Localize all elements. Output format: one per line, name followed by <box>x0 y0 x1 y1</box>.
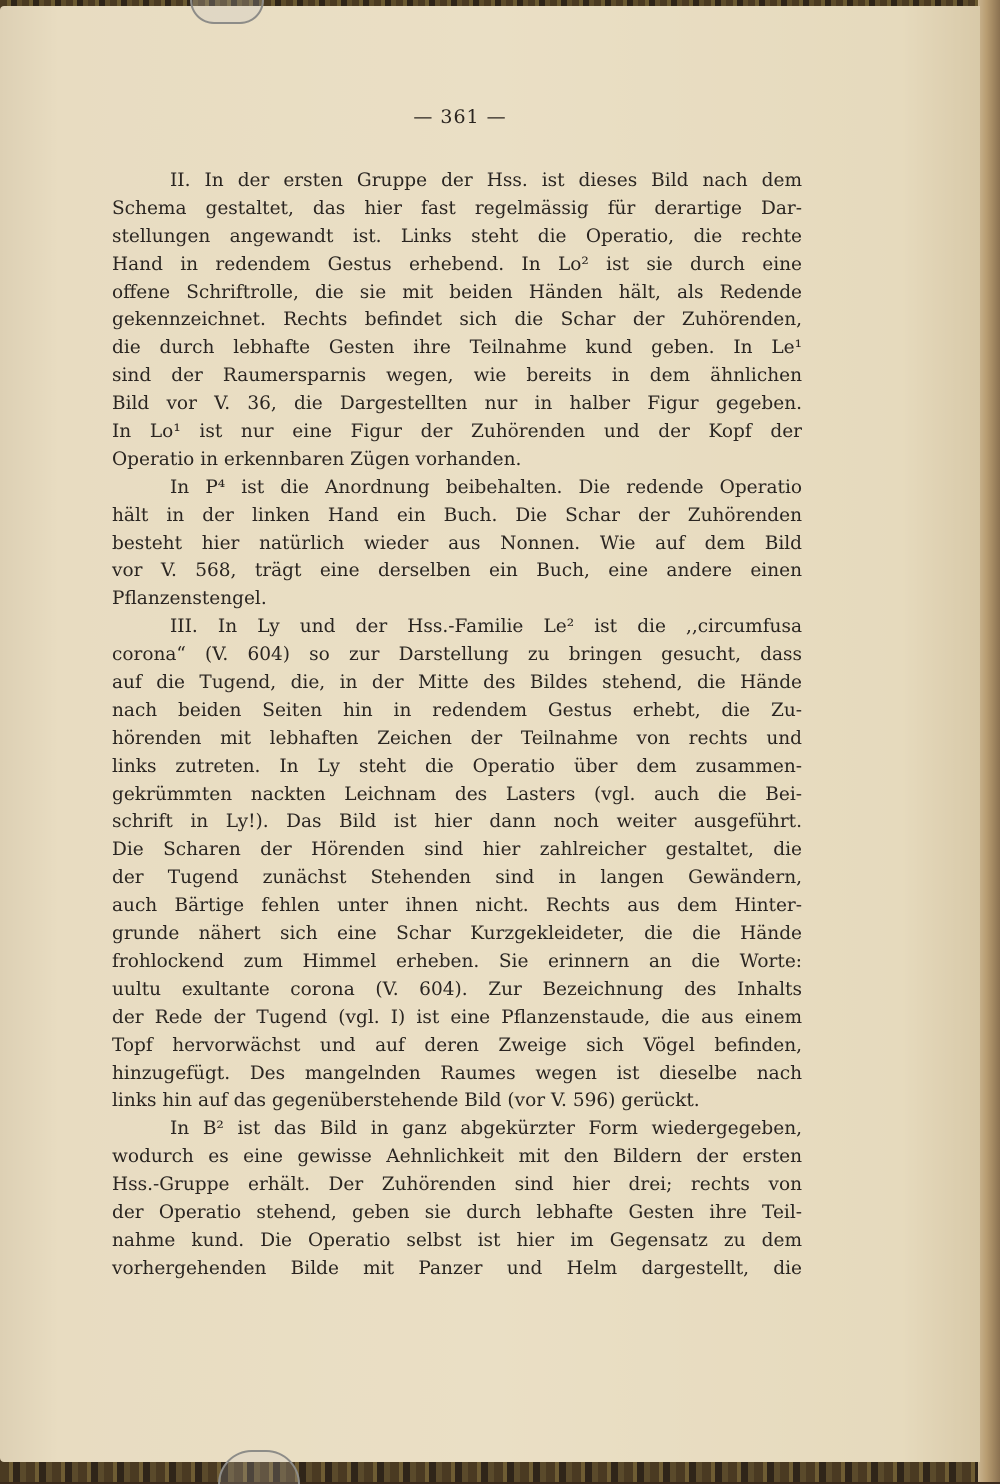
text-line: vorhergehenden Bilde mit Panzer und Helm dargestellt, die <box>112 1257 802 1279</box>
text-line: links zutreten. In Ly steht die Operatio über dem zusammen- <box>112 755 802 777</box>
text-line: nach beiden Seiten hin in redendem Gestus erhebt, die Zu- <box>112 699 802 721</box>
text-line: der Rede der Tugend (vgl. I) ist eine Pflanzenstaude, die aus einem <box>112 1006 802 1028</box>
text-line: wodurch es eine gewisse Aehnlichkeit mit den Bildern der ersten <box>112 1146 802 1168</box>
text-line: hörenden mit lebhaften Zeichen der Teilnahme von rechts und <box>112 727 802 749</box>
text-line: In P⁴ ist die Anordnung beibehalten. Die redende Operatio <box>170 476 802 498</box>
text-line: der Tugend zunächst Stehenden sind in langen Gewändern, <box>112 867 802 889</box>
text-line: offene Schriftrolle, die sie mit beiden Händen hält, als Redende <box>112 281 802 303</box>
text-line: Hss.-Gruppe erhält. Der Zuhörenden sind hier drei; rechts von <box>112 1174 802 1196</box>
page-number: — 361 — <box>413 106 507 128</box>
text-line: schrift in Ly!). Das Bild ist hier dann noch weiter ausgeführt. <box>112 811 802 833</box>
text-line: Hand in redendem Gestus erhebend. In Lo² ist sie durch eine <box>112 253 802 275</box>
text-line: sind der Raumersparnis wegen, wie bereits in dem ähnlichen <box>112 365 802 387</box>
text-line: besteht hier natürlich wieder aus Nonnen. Wie auf dem Bild <box>112 532 802 554</box>
text-line: grunde nähert sich eine Schar Kurzgekleideter, die die Hände <box>112 923 802 945</box>
text-line: vor V. 568, trägt eine derselben ein Buch, eine andere einen <box>112 560 802 582</box>
text-line: Bild vor V. 36, die Dargestellten nur in halber Figur gegeben. <box>112 393 802 415</box>
text-line: links hin auf das gegenüberstehende Bild (vor V. 596) gerückt. <box>112 1090 700 1112</box>
text-line: In B² ist das Bild in ganz abgekürzter Form wiedergegeben, <box>170 1118 802 1140</box>
text-line: uultu exultante corona (V. 604). Zur Bezeichnung des Inhalts <box>112 978 802 1000</box>
text-line: III. In Ly und der Hss.-Familie Le² ist die ,,circumfusa <box>170 616 802 638</box>
text-line: Pflanzenstengel. <box>112 588 267 610</box>
text-line: hält in der linken Hand ein Buch. Die Schar der Zuhörenden <box>112 504 802 526</box>
text-line: nahme kund. Die Operatio selbst ist hier im Gegensatz zu dem <box>112 1229 802 1251</box>
page-edge-stack <box>978 0 1000 1482</box>
text-line: auch Bärtige fehlen unter ihnen nicht. Rechts aus dem Hinter- <box>112 895 802 917</box>
text-line: frohlockend zum Himmel erheben. Sie erinnern an die Worte: <box>112 950 802 972</box>
book-page <box>0 6 980 1462</box>
text-line: Topf hervorwächst und auf deren Zweige sich Vögel befinden, <box>112 1034 802 1056</box>
text-line: corona“ (V. 604) so zur Darstellung zu bringen gesucht, dass <box>112 644 802 666</box>
text-line: Die Scharen der Hörenden sind hier zahlreicher gestaltet, die <box>112 839 802 861</box>
text-line: Operatio in erkennbaren Zügen vorhanden. <box>112 448 522 470</box>
text-line: die durch lebhafte Gesten ihre Teilnahme kund geben. In Le¹ <box>112 337 802 359</box>
body-text <box>112 167 802 1283</box>
text-line: stellungen angewandt ist. Links steht die Operatio, die rechte <box>112 225 802 247</box>
text-line: der Operatio stehend, geben sie durch lebhafte Gesten ihre Teil- <box>112 1201 802 1223</box>
text-line: gekennzeichnet. Rechts befindet sich die Schar der Zuhörenden, <box>112 309 802 331</box>
text-line: auf die Tugend, die, in der Mitte des Bildes stehend, die Hände <box>112 672 802 694</box>
text-line: gekrümmten nackten Leichnam des Lasters (vgl. auch die Bei- <box>112 783 802 805</box>
text-line: hinzugefügt. Des mangelnden Raumes wegen ist dieselbe nach <box>112 1062 802 1084</box>
text-line: Schema gestaltet, das hier fast regelmässig für derartige Dar- <box>112 197 802 219</box>
text-line: In Lo¹ ist nur eine Figur der Zuhörenden und der Kopf der <box>112 421 802 443</box>
text-line: II. In der ersten Gruppe der Hss. ist dieses Bild nach dem <box>170 170 802 191</box>
